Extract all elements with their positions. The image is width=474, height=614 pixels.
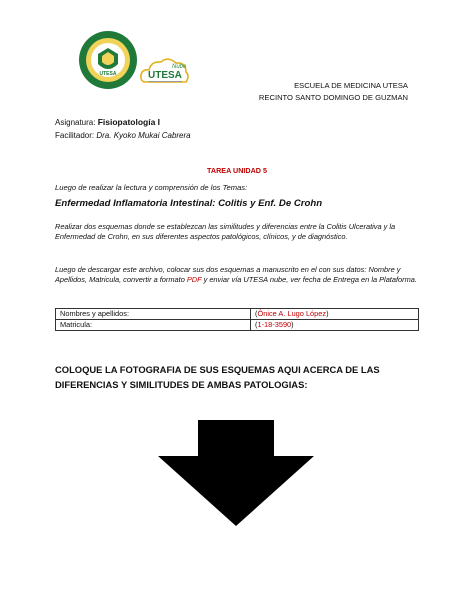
instructions-paragraph-2 bbox=[55, 265, 427, 285]
utesa-seal-logo bbox=[78, 30, 138, 90]
task-topic: Enfermedad Inflamatoria Intestinal: Colitis y Enf. De Crohn bbox=[55, 198, 323, 209]
name-cell[interactable] bbox=[251, 309, 419, 320]
matricula-cell[interactable] bbox=[251, 320, 419, 331]
facilitator-value: Dra. Kyoko Mukai Cabrera bbox=[96, 131, 191, 140]
instructions-text-a: Luego de descargar este archivo, colocar sus dos esquemas a manuscrito en el con sus datos: Nombre y Apellidos, Matricula, convertir a formato bbox=[55, 265, 401, 284]
instructions-text-b: y enviar vía UTESA nube, ver fecha de Entrega en la Plataforma. bbox=[201, 275, 417, 284]
matricula-close-paren: ) bbox=[291, 320, 294, 329]
facilitator-line bbox=[55, 131, 191, 140]
upload-instruction: COLOQUE LA FOTOGRAFIA DE SUS ESQUEMAS AQUI ACERCA DE LAS DIFERENCIAS Y SIMILITUDES DE AMBAS PATOLOGIAS: bbox=[55, 364, 380, 390]
table-row bbox=[56, 320, 419, 331]
name-label: Nombres y apellidos: bbox=[56, 309, 251, 320]
task-title: TAREA UNIDAD 5 bbox=[207, 166, 267, 175]
instructions-paragraph-1: Realizar dos esquemas donde se establezcan las similitudes y diferencias entre la Colitis Ulcerativa y la Enfermedad de Crohn, en sus diferentes aspectos patológicos, clínicos, y de diagnóstico. bbox=[55, 222, 396, 241]
name-value: Ônice A. Lugo López bbox=[257, 309, 327, 318]
task-lead: Luego de realizar la lectura y comprensión de los Temas: bbox=[55, 183, 248, 192]
school-name: ESCUELA DE MEDICINA UTESA bbox=[294, 81, 408, 90]
school-header bbox=[259, 80, 408, 104]
nube-logo-top: Nube bbox=[172, 64, 187, 70]
table-row bbox=[56, 309, 419, 320]
utesa-nube-logo bbox=[138, 52, 190, 92]
pdf-format-text: PDF bbox=[186, 275, 202, 284]
utesa-logo-text: UTESA bbox=[99, 71, 117, 77]
name-open-paren: ( bbox=[255, 309, 258, 318]
matricula-value: 1-18-3590 bbox=[257, 320, 292, 329]
facilitator-label: Facilitador: bbox=[55, 131, 97, 140]
subject-line bbox=[55, 117, 160, 127]
subject-label: Asignatura: bbox=[55, 118, 98, 127]
campus-name: RECINTO SANTO DOMINGO DE GUZMAN bbox=[258, 93, 408, 102]
matricula-label: Matricula: bbox=[56, 320, 251, 331]
nube-logo-main: UTESA bbox=[148, 70, 182, 81]
subject-value: Fisiopatología I bbox=[97, 117, 161, 127]
down-arrow-icon bbox=[158, 418, 314, 528]
matricula-open-paren: ( bbox=[255, 320, 258, 329]
name-close-paren: ) bbox=[326, 309, 329, 318]
student-info-table bbox=[55, 308, 419, 331]
